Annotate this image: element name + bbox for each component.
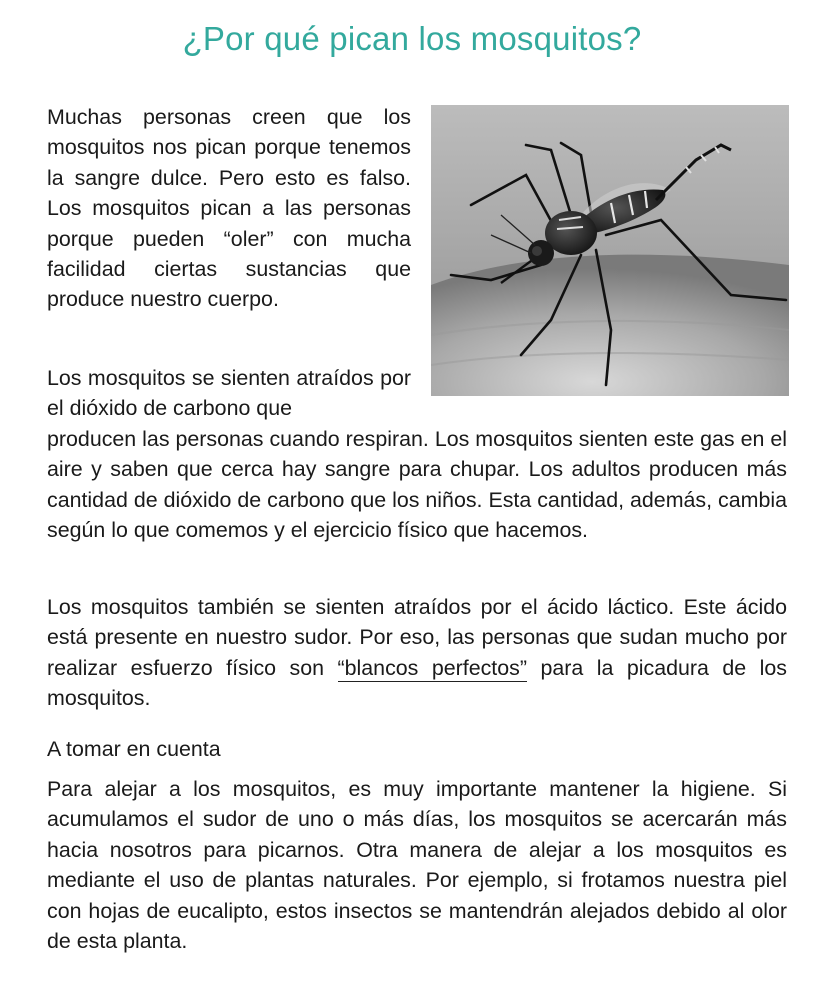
paragraph-tips: Para alejar a los mosquitos, es muy importante mantener la higiene. Si acumulamos el sudor de uno o más días, los mosquitos se acercarán más hacia nosotros para picarnos. Otra manera de alejar a los mosquitos es mediante el uso de plantas naturales. Por ejemplo, si frotamos nuestra piel con hojas de eucalipto, estos insectos se mantendrán alejados debido al olor de esta planta. xyxy=(47,777,787,954)
section-subheading: A tomar en cuenta xyxy=(47,737,221,761)
page-title: ¿Por qué pican los mosquitos? xyxy=(182,20,642,57)
paragraph-lactic-acid-after: para la picadura de los mosquitos. xyxy=(47,655,788,711)
paragraph-carbon-dioxide-rest: producen las personas cuando respiran. Los mosquitos sienten este gas en el aire y saben que cerca hay sangre para chupar. Los adultos producen más cantidad de dióxido de carbono que los niños. Esta cantidad, además, cambia según lo que comemos y el ejercicio físico que hacemos. xyxy=(47,426,787,543)
paragraph-lactic-acid-before: Los mosquitos también se sienten atraídos por el ácido láctico. Este ácido está presente en nuestro sudor. Por eso, las personas que sudan mucho por realizar esfuerzo físico son xyxy=(47,595,787,680)
paragraph-lactic-acid xyxy=(47,592,787,714)
paragraph-intro: Muchas personas creen que los mosquitos nos pican porque tenemos la sangre dulce. Pero esto es falso. Los mosquitos pican a las personas porque pueden “oler” con mucha facilidad ciertas sustancias que produce nuestro cuerpo. xyxy=(47,105,411,312)
paragraph-carbon-dioxide xyxy=(47,363,787,545)
paragraph-carbon-dioxide-wrap: Los mosquitos se sienten atraídos por el dióxido de carbono que xyxy=(47,366,411,421)
underlined-term: “blancos perfectos” xyxy=(337,655,527,680)
mosquito-photo xyxy=(431,105,789,396)
